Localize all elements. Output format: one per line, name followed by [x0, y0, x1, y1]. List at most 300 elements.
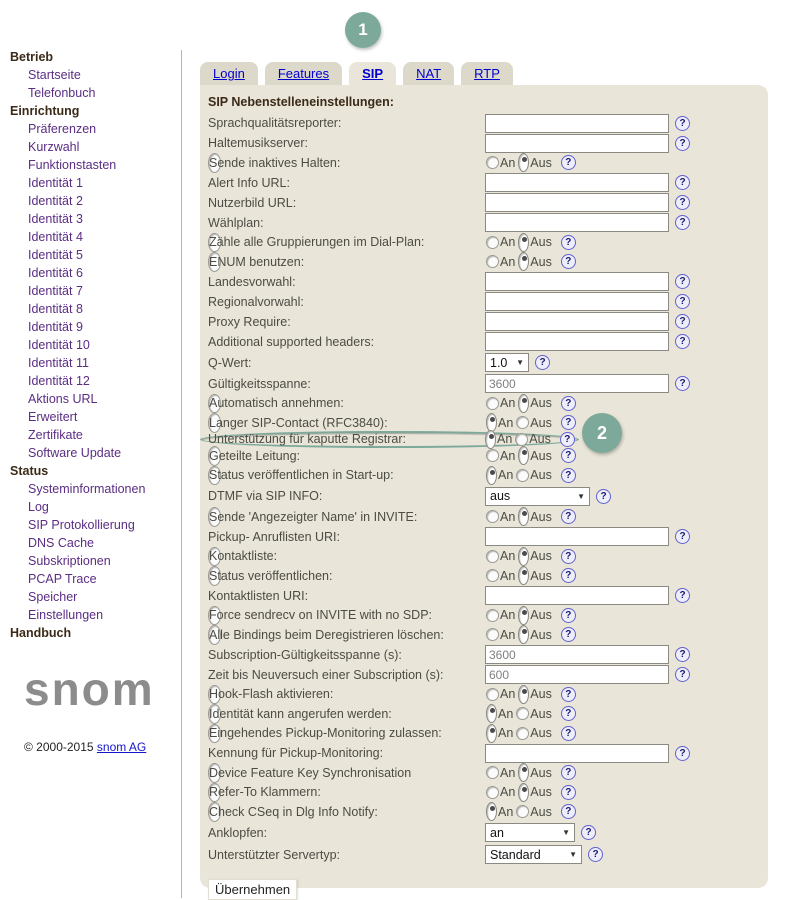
- field-label: Landesvorwahl:: [208, 274, 296, 289]
- help-icon[interactable]: ?: [675, 647, 690, 662]
- chevron-down-icon: ▼: [516, 358, 524, 367]
- sidebar-item-funktionstasten[interactable]: Funktionstasten: [28, 158, 117, 172]
- check-cseq-in-dlg-info-notify-radio-an[interactable]: [486, 802, 497, 821]
- form-row-dtmf-via-sip-info: [208, 485, 760, 507]
- sidebar-item-identit-t-7[interactable]: Identität 7: [28, 284, 83, 298]
- help-icon[interactable]: ?: [561, 468, 576, 483]
- form-row-check-cseq-in-dlg-info-notify: [208, 802, 572, 822]
- help-icon[interactable]: ?: [560, 432, 575, 447]
- field-control: [486, 802, 576, 821]
- help-icon[interactable]: ?: [675, 334, 690, 349]
- field-control: [486, 685, 576, 704]
- status-ver-ffentlichen-in-start-up-radio-aus[interactable]: [516, 469, 529, 482]
- copyright: [24, 740, 146, 754]
- radio-label-aus: Aus: [530, 448, 552, 463]
- help-icon[interactable]: ?: [675, 746, 690, 761]
- radio-label-an: An: [498, 726, 514, 741]
- form-row-kennung-f-r-pickup-monitoring: [208, 743, 760, 763]
- form-row-automatisch-annehmen: [208, 394, 572, 414]
- sidebar-divider: [181, 50, 182, 898]
- radio-label-an: An: [500, 509, 516, 524]
- haltemusikserver-input[interactable]: [485, 134, 669, 153]
- form-row-langer-sip-contact-rfc3840: [208, 413, 572, 433]
- field-control: [486, 606, 576, 625]
- force-sendrecv-on-invite-with-no-sdp-radio-an[interactable]: [486, 609, 499, 622]
- help-icon[interactable]: ?: [675, 376, 690, 391]
- help-icon[interactable]: ?: [561, 254, 576, 269]
- radio-label-aus: Aus: [530, 468, 552, 483]
- sidebar-item-identit-t-2[interactable]: Identität 2: [28, 194, 83, 208]
- pickup-anruflisten-uri-input[interactable]: [485, 527, 669, 546]
- help-icon[interactable]: ?: [675, 136, 690, 151]
- help-icon[interactable]: ?: [561, 235, 576, 250]
- form-row-sende-angezeigter-name-in-invite: [208, 507, 572, 527]
- field-label: DTMF via SIP INFO:: [208, 489, 323, 503]
- tab-sip[interactable]: [349, 62, 396, 85]
- form-row-z-hle-alle-gruppierungen-im-dial-plan: [208, 233, 572, 253]
- enum-benutzen-radio-aus[interactable]: [518, 252, 529, 271]
- automatisch-annehmen-radio-an[interactable]: [486, 397, 499, 410]
- radio-label-aus: Aus: [529, 432, 551, 447]
- field-control: [485, 134, 690, 153]
- help-icon[interactable]: ?: [596, 489, 611, 504]
- radio-label-aus: Aus: [530, 568, 552, 583]
- form-row-w-hlplan: [208, 213, 760, 233]
- radio-label-aus: Aus: [530, 549, 552, 564]
- help-icon[interactable]: ?: [675, 294, 690, 309]
- field-label: Langer SIP-Contact (RFC3840):: [209, 415, 388, 430]
- sidebar-item-identit-t-9[interactable]: Identität 9: [28, 320, 83, 334]
- radio-label-an: An: [500, 785, 516, 800]
- form-row-landesvorwahl: [208, 272, 760, 292]
- field-label: Sende inaktives Halten:: [209, 155, 341, 170]
- tab-link-login[interactable]: Login: [213, 66, 245, 81]
- nav-section-status[interactable]: Status: [10, 464, 49, 478]
- kontaktliste-radio-aus[interactable]: [518, 547, 529, 566]
- subscription-g-ltigkeitsspanne-s-input[interactable]: [485, 645, 669, 664]
- field-label: Alle Bindings beim Deregistrieren löschen:: [209, 627, 444, 642]
- help-icon[interactable]: ?: [675, 314, 690, 329]
- radio-label-an: An: [500, 627, 516, 642]
- field-control: [486, 547, 576, 566]
- sidebar-item-einstellungen[interactable]: Einstellungen: [28, 608, 104, 622]
- alle-bindings-beim-deregistrieren-l-schen-radio-an[interactable]: [486, 628, 499, 641]
- sprachqualit-tsreporter-input[interactable]: [485, 114, 669, 133]
- form-row-refer-to-klammern: [208, 783, 572, 803]
- field-label: Unterstützung für kaputte Registrar:: [208, 432, 407, 447]
- radio-label-an: An: [500, 568, 516, 583]
- nutzerbild-url-input[interactable]: [485, 193, 669, 212]
- sende-angezeigter-name-in-invite-radio-aus[interactable]: [518, 507, 529, 526]
- help-icon[interactable]: ?: [561, 396, 576, 411]
- sidebar-item-log[interactable]: Log: [28, 500, 49, 514]
- radio-label-an: An: [500, 235, 516, 250]
- help-icon[interactable]: ?: [588, 847, 603, 862]
- field-control: [486, 783, 576, 802]
- field-label: Pickup- Anruflisten URI:: [208, 529, 340, 544]
- radio-label-an: An: [498, 706, 514, 721]
- field-control: [485, 645, 690, 664]
- field-control: [486, 466, 576, 485]
- sidebar-item-identit-t-8[interactable]: Identität 8: [28, 302, 83, 316]
- hook-flash-aktivieren-radio-aus[interactable]: [518, 685, 529, 704]
- sidebar-item-telefonbuch[interactable]: Telefonbuch: [28, 86, 96, 100]
- tab-link-nat[interactable]: NAT: [416, 66, 442, 81]
- field-control: [485, 586, 690, 605]
- form-row-subscription-g-ltigkeitsspanne-s: [208, 645, 760, 665]
- sende-angezeigter-name-in-invite-radio-an[interactable]: [486, 510, 499, 523]
- copyright-text: © 2000-2015: [24, 740, 97, 754]
- form-row-nutzerbild-url: [208, 193, 760, 213]
- field-label: Sprachqualitätsreporter:: [208, 116, 342, 130]
- form-row-zeit-bis-neuversuch-einer-subscription-s: [208, 665, 760, 685]
- device-feature-key-synchronisation-radio-aus[interactable]: [518, 763, 529, 782]
- settings-panel: [200, 85, 768, 897]
- identit-t-kann-angerufen-werden-radio-an[interactable]: [486, 704, 497, 723]
- sidebar-item-zertifikate[interactable]: Zertifikate: [28, 428, 83, 442]
- nav-section-einrichtung[interactable]: Einrichtung: [10, 104, 80, 118]
- radio-label-an: An: [500, 687, 516, 702]
- field-label: Kontaktlisten URI:: [208, 588, 309, 603]
- sidebar-item-identit-t-3[interactable]: Identität 3: [28, 212, 83, 226]
- annotation-badge-2: 2: [582, 413, 622, 453]
- z-hle-alle-gruppierungen-im-dial-plan-radio-an[interactable]: [486, 236, 499, 249]
- radio-label-an: An: [500, 549, 516, 564]
- field-control: [486, 446, 576, 465]
- field-label: Status veröffentlichen in Start-up:: [209, 468, 394, 483]
- field-label: Regionalvorwahl:: [208, 294, 304, 309]
- sidebar-item-speicher[interactable]: Speicher: [28, 590, 78, 604]
- field-label: ENUM benutzen:: [209, 254, 305, 269]
- radio-label-aus: Aus: [530, 155, 552, 170]
- field-label: Wählplan:: [208, 215, 264, 230]
- form-row-haltemusikserver: [208, 133, 760, 153]
- field-control: [486, 153, 576, 172]
- status-ver-ffentlichen-radio-aus[interactable]: [518, 566, 529, 585]
- field-label: Device Feature Key Synchronisation: [209, 765, 412, 780]
- anklopfen-select[interactable]: [485, 823, 575, 842]
- field-control: [486, 252, 576, 271]
- sidebar-item-identit-t-4[interactable]: Identität 4: [28, 230, 83, 244]
- snom-logo: snom: [24, 663, 155, 715]
- sidebar-item-identit-t-12[interactable]: Identität 12: [28, 374, 90, 388]
- automatisch-annehmen-radio-aus[interactable]: [518, 394, 529, 413]
- sidebar-item-sip-protokollierung[interactable]: SIP Protokollierung: [28, 518, 135, 532]
- field-label: Zeit bis Neuversuch einer Subscription (s):: [208, 667, 444, 682]
- form-row-status-ver-ffentlichen-in-start-up: [208, 466, 572, 486]
- help-icon[interactable]: ?: [675, 175, 690, 190]
- radio-label-aus: Aus: [530, 509, 552, 524]
- langer-sip-contact-rfc3840-radio-aus[interactable]: [516, 416, 529, 429]
- select-value: Standard: [490, 847, 541, 862]
- sidebar-item-identit-t-11[interactable]: Identität 11: [28, 356, 89, 370]
- kontaktliste-radio-an[interactable]: [486, 550, 499, 563]
- form-row-sende-inaktives-halten: [208, 153, 572, 173]
- field-label: Kennung für Pickup-Monitoring:: [208, 746, 384, 760]
- field-control: [485, 845, 603, 864]
- refer-to-klammern-radio-aus[interactable]: [518, 783, 529, 802]
- sidebar-item-startseite[interactable]: Startseite: [28, 68, 81, 82]
- field-label: Status veröffentlichen:: [209, 568, 333, 583]
- nav-section-betrieb[interactable]: Betrieb: [10, 50, 54, 64]
- help-icon[interactable]: ?: [561, 627, 576, 642]
- sidebar-item-pr-ferenzen[interactable]: Präferenzen: [28, 122, 97, 136]
- field-control: [485, 332, 690, 351]
- radio-label-aus: Aus: [530, 765, 552, 780]
- help-icon[interactable]: ?: [561, 687, 576, 702]
- field-label: Identität kann angerufen werden:: [209, 706, 392, 721]
- field-label: Additional supported headers:: [208, 334, 375, 349]
- field-control: [485, 114, 690, 133]
- form-row-enum-benutzen: [208, 252, 572, 272]
- field-label: Subscription-Gültigkeitsspanne (s):: [208, 647, 402, 662]
- help-icon[interactable]: ?: [561, 785, 576, 800]
- field-control: [486, 233, 576, 252]
- field-label: Anklopfen:: [208, 825, 268, 840]
- kontaktlisten-uri-input[interactable]: [485, 586, 669, 605]
- field-control: [485, 173, 690, 192]
- field-control: [485, 744, 690, 763]
- sidebar-nav: [10, 48, 178, 642]
- g-ltigkeitsspanne-input[interactable]: [485, 374, 669, 393]
- field-label: Hook-Flash aktivieren:: [209, 687, 334, 702]
- field-label: Sende 'Angezeigter Name' in INVITE:: [209, 509, 418, 524]
- form-row-pickup-anruflisten-uri: [208, 527, 760, 547]
- help-icon[interactable]: ?: [561, 608, 576, 623]
- proxy-require-input[interactable]: [485, 312, 669, 331]
- zeit-bis-neuversuch-einer-subscription-s-input[interactable]: [485, 665, 669, 684]
- help-icon[interactable]: ?: [675, 215, 690, 230]
- field-control: [485, 823, 596, 842]
- field-control: [485, 193, 690, 212]
- sidebar-item-dns-cache[interactable]: DNS Cache: [28, 536, 94, 550]
- radio-label-an: An: [498, 415, 514, 430]
- tab-bar: [200, 62, 513, 85]
- field-control: [485, 665, 690, 684]
- radio-label-aus: Aus: [530, 396, 552, 411]
- check-cseq-in-dlg-info-notify-radio-aus[interactable]: [516, 805, 529, 818]
- field-control: [486, 724, 576, 743]
- alle-bindings-beim-deregistrieren-l-schen-radio-aus[interactable]: [518, 625, 529, 644]
- force-sendrecv-on-invite-with-no-sdp-radio-aus[interactable]: [518, 606, 529, 625]
- select-value: an: [490, 825, 504, 840]
- identit-t-kann-angerufen-werden-radio-aus[interactable]: [516, 707, 529, 720]
- status-ver-ffentlichen-in-start-up-radio-an[interactable]: [486, 466, 497, 485]
- field-control: [486, 394, 576, 413]
- sidebar-item-aktions-url[interactable]: Aktions URL: [28, 392, 98, 406]
- copyright-link[interactable]: snom AG: [96, 740, 147, 754]
- field-control: [486, 763, 576, 782]
- sidebar-item-identit-t-10[interactable]: Identität 10: [28, 338, 90, 352]
- sidebar-item-pcap-trace[interactable]: PCAP Trace: [28, 572, 97, 586]
- sidebar-item-software-update[interactable]: Software Update: [28, 446, 122, 460]
- help-icon[interactable]: ?: [561, 804, 576, 819]
- sidebar-item-subskriptionen[interactable]: Subskriptionen: [28, 554, 111, 568]
- annotation-badge-1: 1: [345, 12, 381, 48]
- eingehendes-pickup-monitoring-zulassen-radio-aus[interactable]: [516, 727, 529, 740]
- status-ver-ffentlichen-radio-an[interactable]: [486, 569, 499, 582]
- radio-label-aus: Aus: [530, 706, 552, 721]
- help-icon[interactable]: ?: [675, 529, 690, 544]
- help-icon[interactable]: ?: [561, 155, 576, 170]
- select-value: aus: [490, 489, 511, 503]
- tab-rtp[interactable]: [461, 62, 513, 85]
- radio-label-aus: Aus: [530, 415, 552, 430]
- form-row-device-feature-key-synchronisation: [208, 763, 572, 783]
- help-icon[interactable]: ?: [675, 195, 690, 210]
- field-control: [485, 213, 690, 232]
- sidebar-item-kurzwahl[interactable]: Kurzwahl: [28, 140, 80, 154]
- help-icon[interactable]: ?: [561, 726, 576, 741]
- help-icon[interactable]: ?: [561, 448, 576, 463]
- tab-login[interactable]: [200, 62, 258, 85]
- unterst-tzter-servertyp-select[interactable]: [485, 845, 582, 864]
- field-control: [485, 353, 550, 372]
- field-control: [485, 312, 690, 331]
- tab-link-rtp[interactable]: RTP: [474, 66, 500, 81]
- form-row-regionalvorwahl: [208, 292, 760, 312]
- radio-label-an: An: [500, 765, 516, 780]
- dtmf-via-sip-info-select[interactable]: [485, 487, 590, 506]
- help-icon[interactable]: ?: [561, 415, 576, 430]
- field-control: [485, 487, 611, 506]
- field-label: Q-Wert:: [208, 355, 252, 370]
- tab-nat[interactable]: [403, 62, 454, 85]
- field-label: Gültigkeitsspanne:: [208, 376, 311, 391]
- tab-link-sip[interactable]: SIP: [362, 66, 384, 81]
- help-icon[interactable]: ?: [561, 765, 576, 780]
- form-row-kontaktliste: [208, 547, 572, 567]
- field-label: Zähle alle Gruppierungen im Dial-Plan:: [209, 235, 425, 250]
- form-row-sprachqualit-tsreporter: [208, 113, 760, 133]
- form-row-status-ver-ffentlichen: [208, 566, 572, 586]
- chevron-down-icon: ▼: [569, 850, 577, 859]
- landesvorwahl-input[interactable]: [485, 272, 669, 291]
- form-title: SIP Nebenstelleneinstellungen:: [208, 95, 394, 109]
- field-label: Geteilte Leitung:: [209, 448, 301, 463]
- radio-label-aus: Aus: [530, 254, 552, 269]
- regionalvorwahl-input[interactable]: [485, 292, 669, 311]
- alert-info-url-input[interactable]: [485, 173, 669, 192]
- help-icon[interactable]: ?: [581, 825, 596, 840]
- help-icon[interactable]: ?: [561, 509, 576, 524]
- radio-label-aus: Aus: [530, 785, 552, 800]
- device-feature-key-synchronisation-radio-an[interactable]: [486, 766, 499, 779]
- tab-features[interactable]: [265, 62, 342, 85]
- help-icon[interactable]: ?: [675, 667, 690, 682]
- radio-label-an: An: [500, 448, 516, 463]
- help-icon[interactable]: ?: [561, 568, 576, 583]
- sende-inaktives-halten-radio-aus[interactable]: [518, 153, 529, 172]
- eingehendes-pickup-monitoring-zulassen-radio-an[interactable]: [486, 724, 497, 743]
- field-label: Alert Info URL:: [208, 175, 290, 190]
- nav-section-handbuch[interactable]: Handbuch: [10, 626, 72, 640]
- sidebar-item-systeminformationen[interactable]: Systeminformationen: [28, 482, 146, 496]
- field-control: [485, 527, 690, 546]
- radio-label-an: An: [498, 804, 514, 819]
- help-icon[interactable]: ?: [561, 549, 576, 564]
- field-label: Automatisch annehmen:: [209, 396, 344, 411]
- apply-button[interactable]: Übernehmen: [208, 879, 297, 900]
- sende-inaktives-halten-radio-an[interactable]: [486, 156, 499, 169]
- refer-to-klammern-radio-an[interactable]: [486, 786, 499, 799]
- radio-label-an: An: [500, 396, 516, 411]
- radio-label-aus: Aus: [530, 687, 552, 702]
- form-row-proxy-require: [208, 312, 760, 332]
- radio-label-aus: Aus: [530, 726, 552, 741]
- form-row-alle-bindings-beim-deregistrieren-l-schen: [208, 625, 572, 645]
- form-row-eingehendes-pickup-monitoring-zulassen: [208, 724, 572, 744]
- form-row-kontaktlisten-uri: [208, 586, 760, 606]
- field-label: Proxy Require:: [208, 314, 291, 329]
- field-control: [485, 292, 690, 311]
- help-icon[interactable]: ?: [535, 355, 550, 370]
- geteilte-leitung-radio-aus[interactable]: [518, 446, 529, 465]
- q-wert-select[interactable]: [485, 353, 529, 372]
- form-row-additional-supported-headers: [208, 332, 760, 352]
- radio-label-aus: Aus: [530, 627, 552, 642]
- form-row-anklopfen: [208, 822, 760, 844]
- kennung-f-r-pickup-monitoring-input[interactable]: [485, 744, 669, 763]
- help-icon[interactable]: ?: [675, 274, 690, 289]
- field-label: Unterstützter Servertyp:: [208, 847, 340, 862]
- field-control: [486, 566, 576, 585]
- radio-label-an: An: [500, 608, 516, 623]
- w-hlplan-input[interactable]: [485, 213, 669, 232]
- z-hle-alle-gruppierungen-im-dial-plan-radio-aus[interactable]: [518, 233, 529, 252]
- radio-label-an: An: [497, 432, 513, 447]
- radio-label-aus: Aus: [530, 235, 552, 250]
- unterst-tzung-f-r-kaputte-registrar-radio-aus[interactable]: [515, 433, 528, 446]
- field-label: Eingehendes Pickup-Monitoring zulassen:: [209, 726, 442, 741]
- radio-label-an: An: [498, 468, 514, 483]
- radio-label-aus: Aus: [530, 804, 552, 819]
- field-label: Refer-To Klammern:: [209, 785, 321, 800]
- form-row-unterst-tzter-servertyp: [208, 844, 760, 866]
- field-label: Nutzerbild URL:: [208, 195, 297, 210]
- field-label: Force sendrecv on INVITE with no SDP:: [209, 608, 433, 623]
- radio-label-an: An: [500, 254, 516, 269]
- sidebar-item-identit-t-5[interactable]: Identität 5: [28, 248, 83, 262]
- field-label: Check CSeq in Dlg Info Notify:: [209, 804, 378, 819]
- sidebar-item-erweitert[interactable]: Erweitert: [28, 410, 78, 424]
- sip-settings-form: [200, 85, 768, 900]
- hook-flash-aktivieren-radio-an[interactable]: [486, 688, 499, 701]
- geteilte-leitung-radio-an[interactable]: [486, 449, 499, 462]
- help-icon[interactable]: ?: [561, 706, 576, 721]
- enum-benutzen-radio-an[interactable]: [486, 255, 499, 268]
- field-label: Haltemusikserver:: [208, 136, 309, 150]
- sidebar-item-identit-t-6[interactable]: Identität 6: [28, 266, 83, 280]
- form-row-q-wert: [208, 352, 760, 374]
- sidebar-item-identit-t-1[interactable]: Identität 1: [28, 176, 83, 190]
- select-value: 1.0: [490, 355, 508, 370]
- field-control: [486, 704, 576, 723]
- help-icon[interactable]: ?: [675, 116, 690, 131]
- help-icon[interactable]: ?: [675, 588, 690, 603]
- form-row-alert-info-url: [208, 173, 760, 193]
- additional-supported-headers-input[interactable]: [485, 332, 669, 351]
- form-row-g-ltigkeitsspanne: [208, 374, 760, 394]
- form-row-hook-flash-aktivieren: [208, 685, 572, 705]
- tab-link-features[interactable]: Features: [277, 66, 330, 81]
- form-row-identit-t-kann-angerufen-werden: [208, 704, 572, 724]
- radio-label-aus: Aus: [530, 608, 552, 623]
- form-rows: [208, 113, 760, 866]
- field-control: [486, 625, 576, 644]
- field-control: [485, 374, 690, 393]
- chevron-down-icon: ▼: [562, 828, 570, 837]
